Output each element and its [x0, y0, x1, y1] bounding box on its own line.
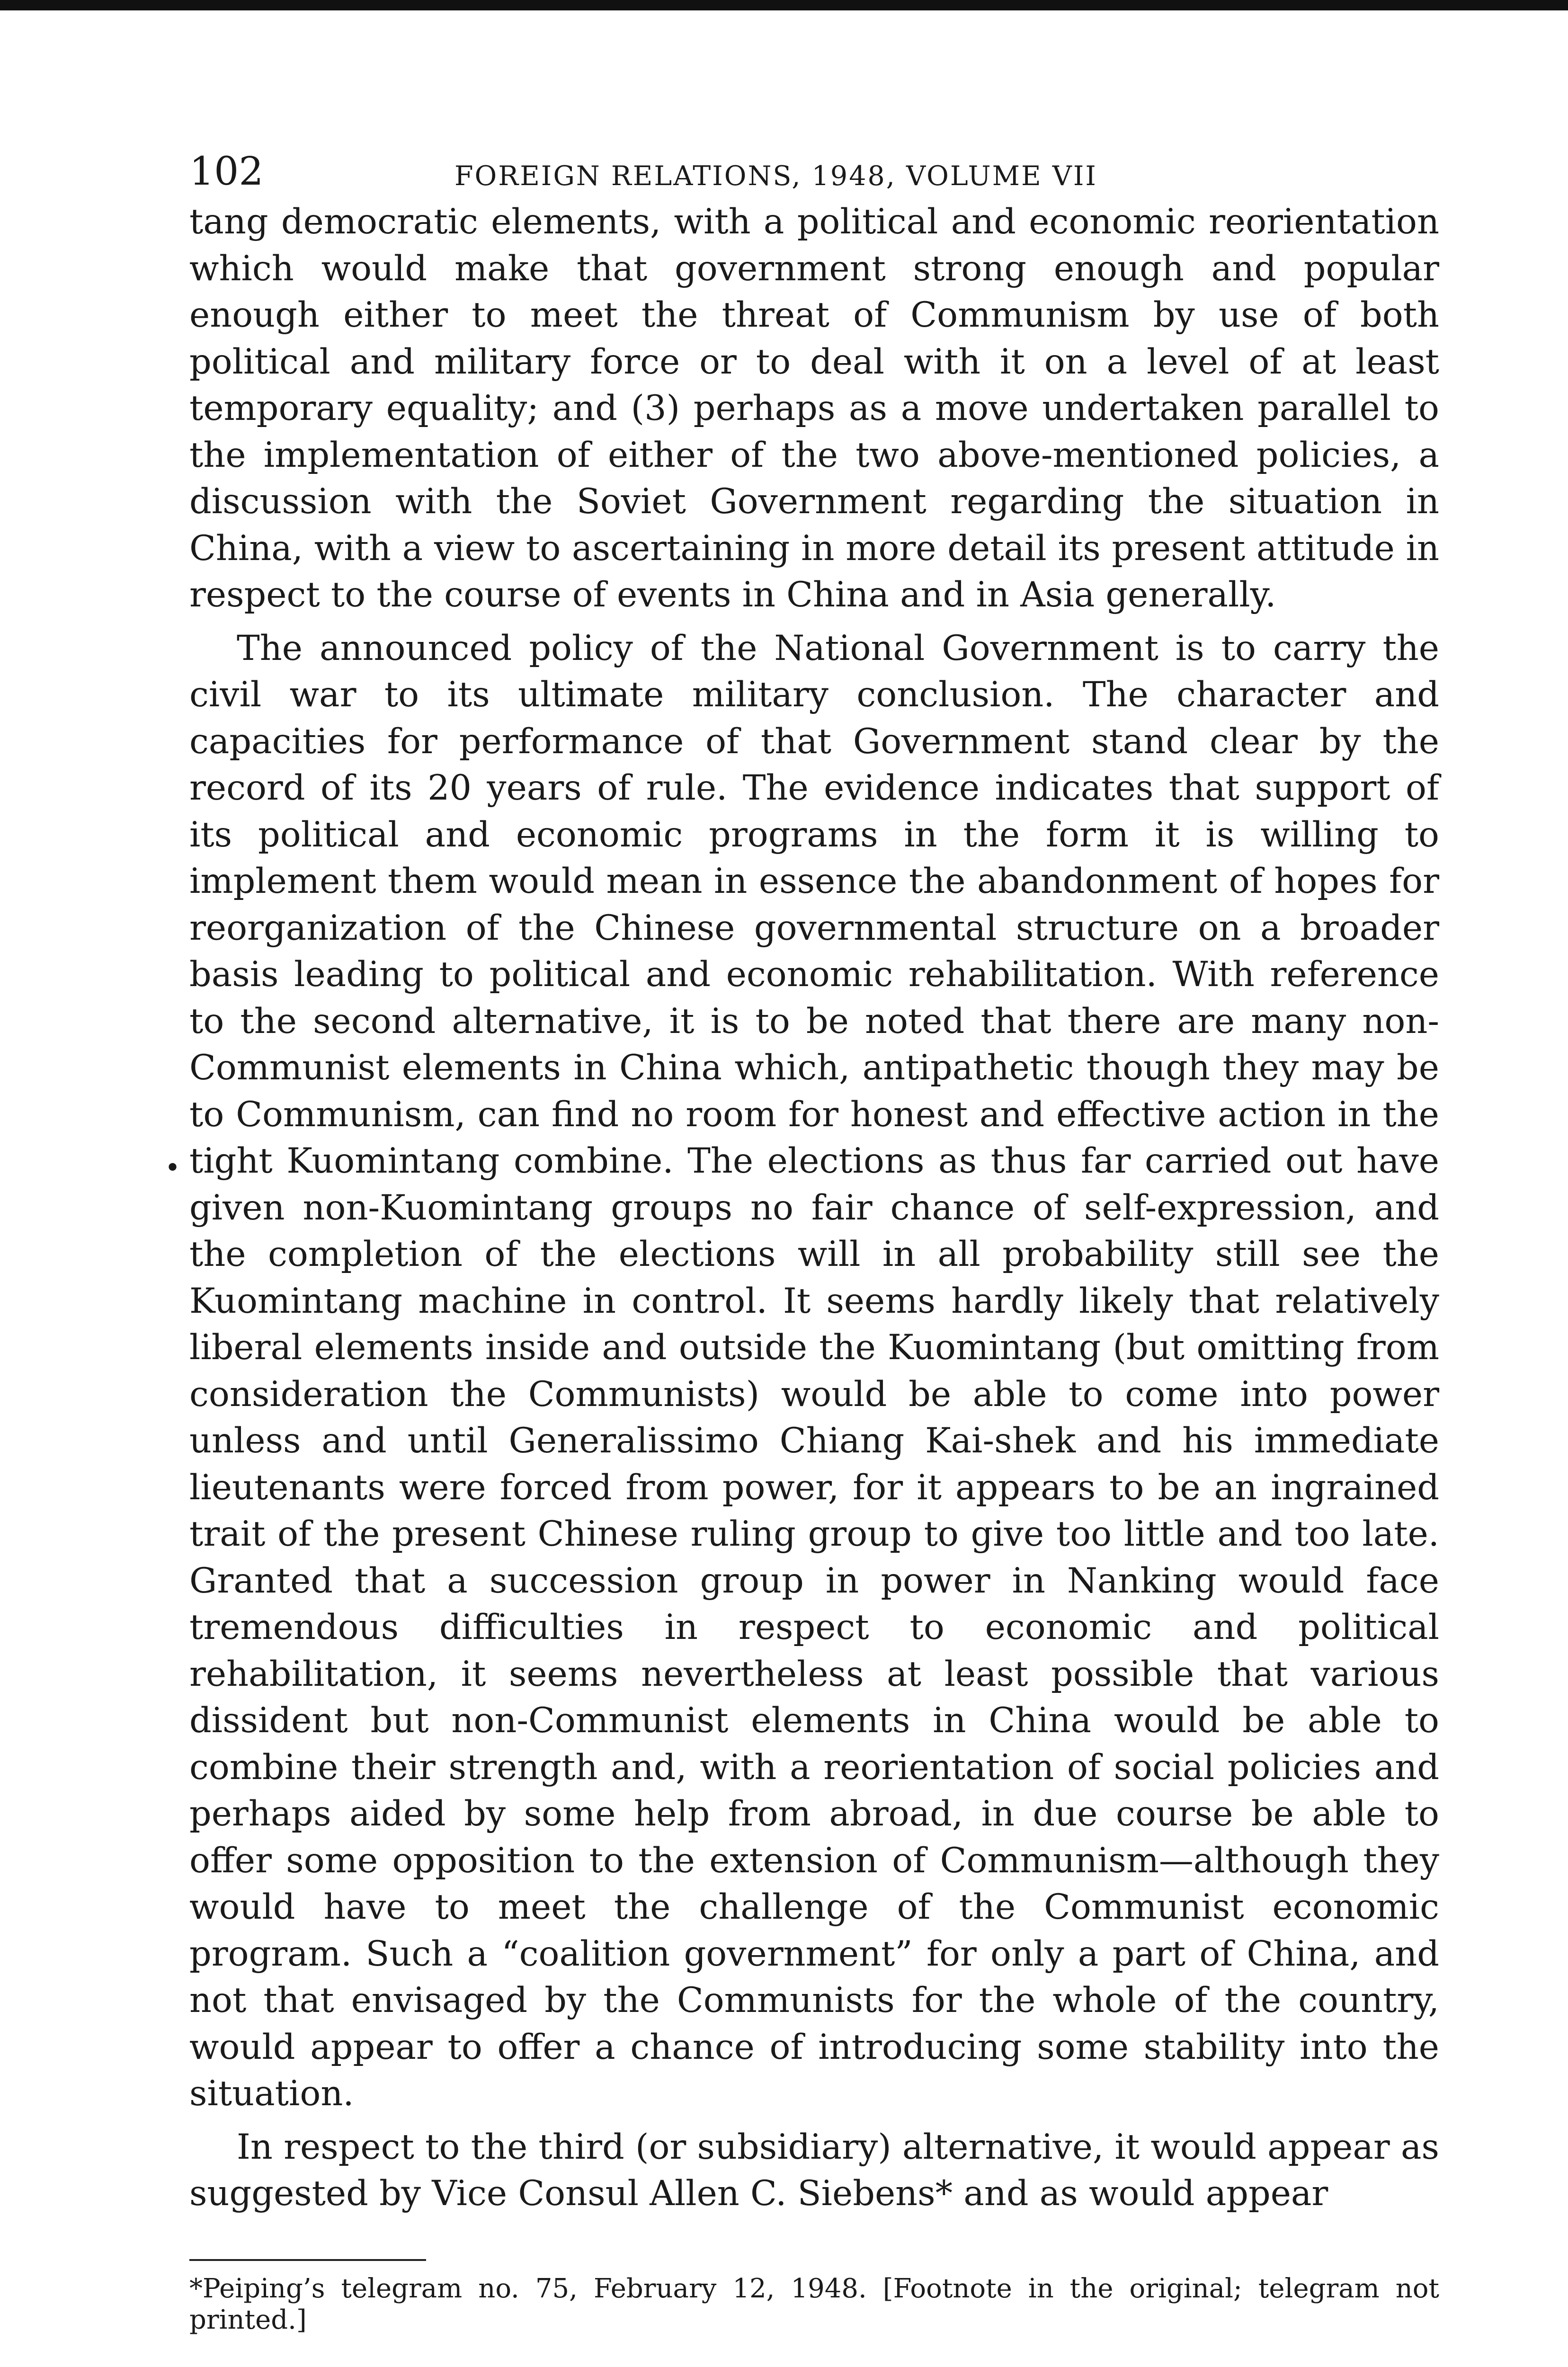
paragraph-2: The announced policy of the National Government is to carry the civil war to its ultimate military conclusion. The character and capacities for performance of that Government stand clear by the record of its 20 years of rule. The evidence indicates that support of its political and economic programs in the form it is willing to implement them would mean in essence the abandonment of hopes for reorganization of the Chinese governmental structure on a broader basis leading to political and economic rehabilitation. With reference to the second alternative, it is to be noted that there are many non-Communist elements in China which, antipathetic though they may be to Communism, can find no room for honest and effective action in the tight Kuomintang combine. The elections as thus far carried out have given non-Kuomintang groups no fair chance of self-expression, and the completion of the elections will in all probability still see the Kuomintang machine in control. It seems hardly likely that relatively liberal elements inside and outside the Kuomintang (but omitting from consideration the Communists) would be able to come into power unless and until Generalissimo Chiang Kai-shek and his immediate lieutenants were forced from power, for it appears to be an ingrained trait of the present Chinese ruling group to give too little and too late. Granted that a succession group in power in Nanking would face tremendous difficulties in respect to economic and political rehabilitation, it seems nevertheless at least possible that various dissident but non-Communist elements in China would be able to combine their strength and, with a reorientation of social policies and perhaps aided by some help from abroad, in due course be able to offer some opposition to the extension of Communism—although they would have to meet the challenge of the Communist economic program. Such a “coalition government” for only a part of China, and not that envisaged by the Communists for the whole of the country, would appear to offer a chance of introducing some stability into the situation.: [189, 628, 1439, 2114]
running-title: FOREIGN RELATIONS, 1948, VOLUME VII: [454, 160, 1097, 192]
document-page: [165, 142, 1439, 2336]
paragraph-1: tang democratic elements, with a political and economic reorientation which would make that government strong enough and popular enough either to meet the threat of Communism by use of both political and military force or to deal with it on a level of at least temporary equality; and (3) perhaps as a move undertaken parallel to the implementation of either of the two above-mentioned policies, a discussion with the Soviet Government regarding the situation in China, with a view to ascertaining in more detail its present attitude in respect to the course of events in China and in Asia generally.: [189, 202, 1439, 615]
footnote-divider: [189, 2259, 426, 2261]
margin-bullet-mark: •: [165, 1153, 181, 1184]
footnote: *Peiping’s telegram no. 75, February 12, 1948. [Footnote in the original; telegram not printed.]: [189, 2273, 1439, 2335]
running-head: [189, 142, 1439, 199]
page-number: 102: [189, 149, 264, 194]
paragraph-3: In respect to the third (or subsidiary) alternative, it would appear as suggested by Vice Consul Allen C. Siebens* and as would appear: [189, 2127, 1439, 2214]
paragraph-gap: [189, 2118, 1439, 2124]
body-text: [165, 199, 1439, 2217]
top-edge-rule: [0, 0, 1568, 10]
paragraph-gap: [189, 619, 1439, 625]
